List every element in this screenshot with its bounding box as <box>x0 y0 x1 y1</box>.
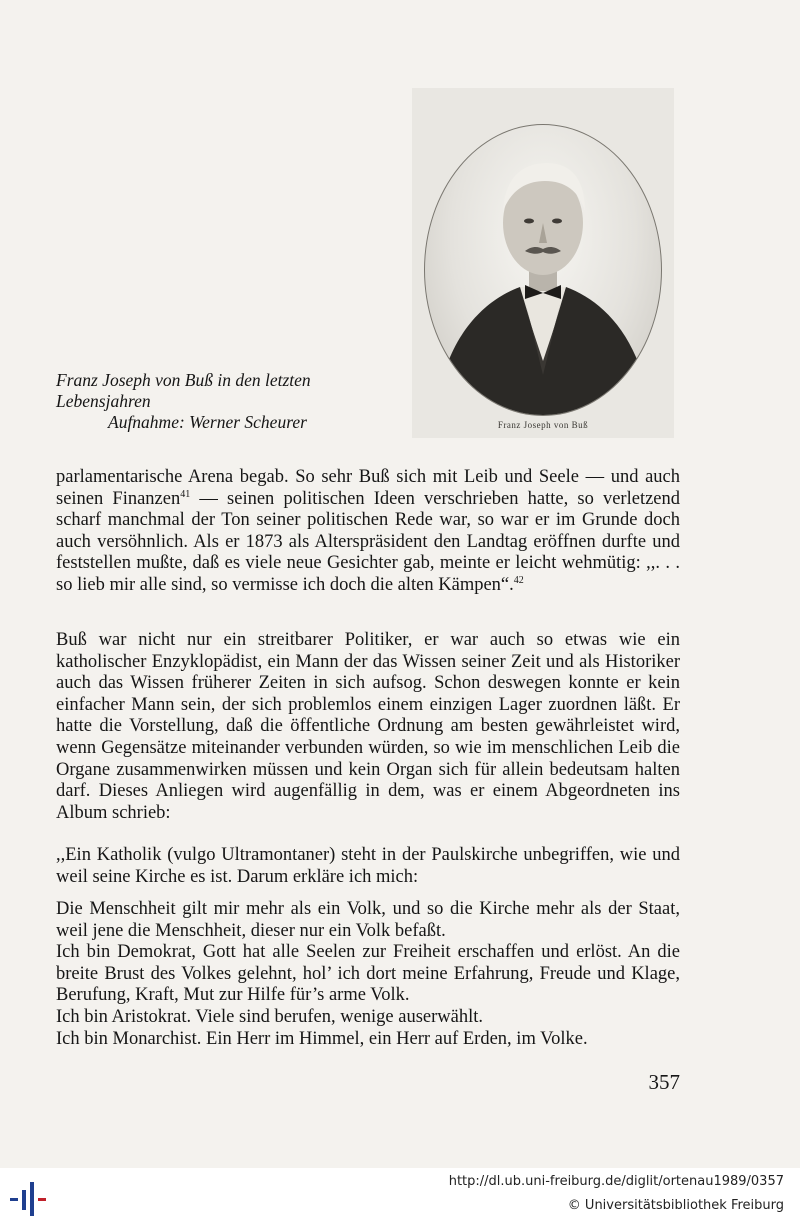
paragraph-2: Buß war nicht nur ein streitbarer Politiker, er war auch so etwas wie ein katholischer Enzyklopädist, ein Mann der das Wissen seiner Zeit und als Historiker auch das Wissen früherer Zeiten in sich aufsog. Schon deswegen konnte er kein einfacher Mann sein, der sich problemlos einem einzigen Lager zuordnen läßt. Er hatte die Vorstellung, daß die öffentliche Ordnung am besten gewährleistet wird, wenn Gegensätze miteinander verbunden würden, so wie im menschlichen Leib die Organe zusammenwirken müssen und kein Organ sich für allein bedeutsam halten darf. Dieses Anliegen wird augenfällig in dem, was er einem Abgeordneten ins Album schrieb: <box>56 630 680 823</box>
quote-body <box>56 899 680 1050</box>
figure-caption <box>56 370 386 433</box>
caption-line-1: Franz Joseph von Buß in den letzten <box>56 370 311 390</box>
permalink-url[interactable]: http://dl.ub.uni-freiburg.de/diglit/ortenau1989/0357 <box>448 1174 784 1189</box>
paragraph-1-text-b: — seinen politischen Ideen verschrieben hatte, so verletzend scharf manchmal der Ton seiner politischen Rede war, so war er im Grunde doch auch versöhnlich. Als er 1873 als Alterspräsident den Landtag eröffnen durfte und feststellen mußte, daß es viele neue Gesichter gab, meinte er leicht wehmütig: ,,. . . so lieb mir alle sind, so vermisse ich doch die alten Kämpen“. <box>56 488 681 595</box>
quote-line-democrat: Ich bin Demokrat, Gott hat alle Seelen zur Freiheit erschaffen und erlöst. An die breite Brust des Volkes gelehnt, hol’ ich dort meine Erfahrung, Freude und Klage, Berufung, Kraft, Mut zur Hilfe für’s arme Volk. <box>56 942 680 1006</box>
photo-inline-caption: Franz Joseph von Buß <box>497 420 589 430</box>
photo-credit: Aufnahme: Werner Scheurer <box>108 412 307 432</box>
quote-line-humanity: Die Menschheit gilt mir mehr als ein Volk, und so die Kirche mehr als der Staat, weil jene die Menschheit, dieser nur ein Volk befaßt. <box>56 899 680 941</box>
caption-line-2: Lebensjahren <box>56 391 151 411</box>
quote-line-monarchist: Ich bin Monarchist. Ein Herr im Himmel, ein Herr auf Erden, im Volke. <box>56 1028 588 1049</box>
ub-freiburg-logo-icon <box>10 1178 50 1218</box>
portrait-oval-frame <box>424 124 662 416</box>
portrait-photo <box>412 88 674 438</box>
footnote-ref-41: 41 <box>180 488 191 500</box>
quote-intro: ,,Ein Katholik (vulgo Ultramontaner) steht in der Paulskirche unbegriffen, wie und weil seine Kirche es ist. Darum erkläre ich mich: <box>56 845 680 887</box>
quote-line-aristocrat: Ich bin Aristokrat. Viele sind berufen, wenige auserwählt. <box>56 1006 484 1027</box>
paragraph-1-text-a: parlamentarische Arena begab. So sehr Buß sich mit Leib und Seele — und auch seinen Finanzen <box>56 467 680 509</box>
portrait-figure <box>425 125 661 415</box>
footnote-ref-42: 42 <box>513 574 524 586</box>
copyright-notice: © Universitätsbibliothek Freiburg <box>567 1198 784 1213</box>
page-number: 357 <box>648 1070 680 1094</box>
paragraph-1 <box>56 467 680 597</box>
footer-bar <box>0 1168 800 1224</box>
